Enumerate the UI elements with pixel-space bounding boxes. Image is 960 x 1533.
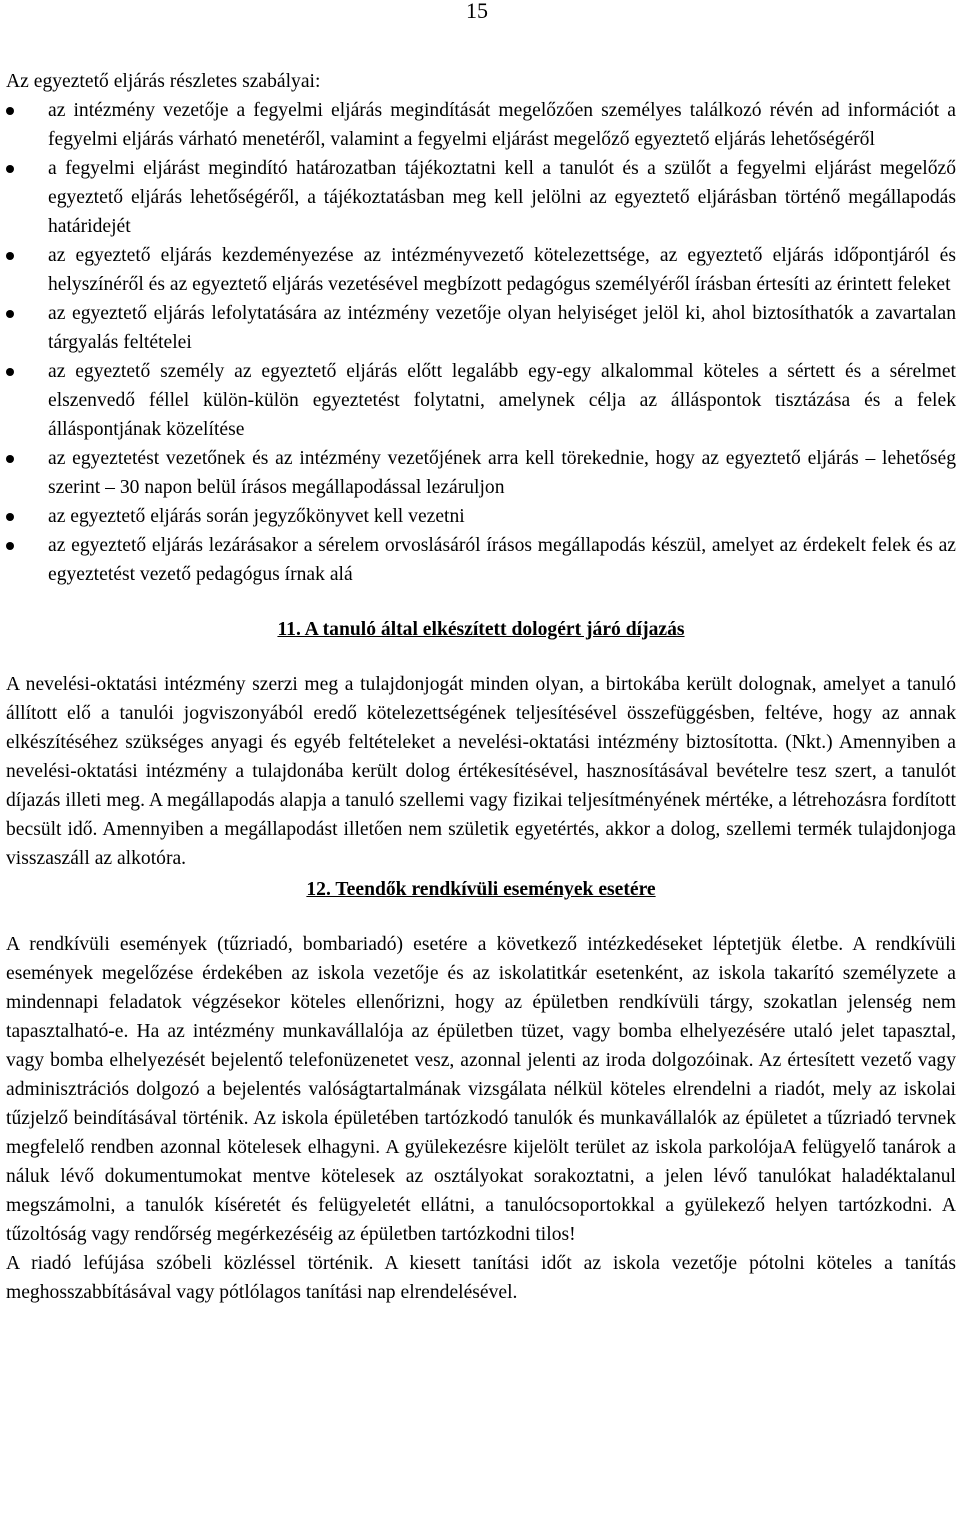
list-item-text: az egyeztetést vezetőnek és az intézmény vezetőjének arra kell törekednie, hogy az egyeztető eljárás – lehetőség szerint – 30 napon belül írásos megállapodással lezáruljon (48, 448, 956, 498)
section-12-closing: A riadó lefújása szóbeli közléssel történik. A kiesett tanítási időt az iskola vezetője pótolni köteles a tanítás meghosszabbításával vagy pótlólagos tanítási nap elrendelésével. (6, 1253, 956, 1303)
list-item-text: az egyeztető eljárás kezdeményezése az intézményvezető kötelezettsége, az egyeztető eljárás időpontjáról és helyszínéről és az egyeztető eljárás vezetésével megbízott pedagógus személyéről írásban értesíti az érintett feleket (48, 245, 956, 295)
list-item (6, 96, 956, 154)
bullet-icon (6, 310, 14, 318)
list-item (6, 357, 956, 444)
intro-heading: Az egyeztető eljárás részletes szabályai: (6, 71, 321, 92)
bullet-icon (6, 252, 14, 260)
page-number: 15 (466, 0, 488, 23)
bullet-icon (6, 542, 14, 550)
bullet-icon (6, 165, 14, 173)
bullet-icon (6, 513, 14, 521)
rules-list (6, 96, 956, 589)
bullet-icon (6, 455, 14, 463)
list-item-text: az egyeztető eljárás lefolytatására az intézmény vezetője olyan helyiséget jelöl ki, ahol biztosíthatók a zavartalan tárgyalás feltételei (48, 303, 956, 353)
section-11-body: A nevelési-oktatási intézmény szerzi meg a tulajdonjogát minden olyan, a birtokába került dolognak, amelyet a tanuló állított elő a tanulói jogviszonyából eredő kötelezettségének teljesítésével összefüggésben, feltéve, hogy az annak elkészítéséhez szükséges anyagi és egyéb feltételeket a nevelési-oktatási intézmény biztosította. (Nkt.) Amennyiben a nevelési-oktatási intézmény a tulajdonába került dolog értékesítésével, hasznosításával bevételre tesz szert, a tanulót díjazás illeti meg. A megállapodás alapja a tanuló szellemi vagy fizikai teljesítményének mértéke, a létrehozásra fordított becsült idő. Amennyiben a megállapodást illetően nem születik egyetértés, akkor a dolog, szellemi termék tulajdonjoga visszaszáll az alkotóra. (6, 674, 956, 869)
list-item (6, 241, 956, 299)
list-item (6, 154, 956, 241)
list-item (6, 444, 956, 502)
section-11-title: 11. A tanuló által elkészített dologért járó díjazás (277, 619, 685, 640)
bullet-icon (6, 107, 14, 115)
list-item-text: az egyeztető személy az egyeztető eljárás előtt legalább egy-egy alkalommal köteles a sértett és a sérelmet elszenvedő féllel külön-külön egyeztetést folytatni, amelynek célja az álláspontok tisztázása és a felek álláspontjának közelítése (48, 361, 956, 440)
list-item-text: az egyeztető eljárás lezárásakor a sérelem orvoslásáról írásos megállapodás készül, amelyet az érdekelt felek és az egyeztetést vezető pedagógus írnak alá (48, 535, 956, 585)
section-12-body: A rendkívüli események (tűzriadó, bombariadó) esetére a következő intézkedéseket léptetjük életbe. A rendkívüli események megelőzése érdekében az iskola vezetője és az iskolatitkár esetenként, az iskola takarító személyzete a mindennapi feladatok végzésekor köteles ellenőrizni, hogy az épületben rendkívüli tárgy, szokatlan jelenség nem tapasztalható-e. Ha az intézmény munkavállalója az épületben tüzet, vagy bomba elhelyezésére utaló jelet tapasztal, vagy bomba elhelyezését bejelentő telefonüzenetet vesz, azonnal jelenti az iroda dolgozóinak. Az értesített vezető vagy adminisztrációs dolgozó a bejelentés valóságtartalmának vizsgálata nélkül köteles elrendelni a riadót, mely az iskolai tűzjelző beindításával történik. Az iskola épületében tartózkodó tanulók és munkavállalók az épületet a tűzriadó tervnek megfelelő rendben azonnal kötelesek elhagyni. A gyülekezésre kijelölt terület az iskola parkolójaA felügyelő tanárok a náluk lévő dokumentumokat mentve kötelesek az osztályokat sorakoztatni, a jelen lévő tanulókat haladéktalanul megszámolni, a tanulók kíséretét és felügyeletét ellátni, a tanulócsoportokkal a gyülekező helyen tartózkodni. A tűzoltóság vagy rendőrség megérkezéséig az épületben tartózkodni tilos! (6, 934, 956, 1245)
bullet-icon (6, 368, 14, 376)
list-item-text: a fegyelmi eljárást megindító határozatban tájékoztatni kell a tanulót és a szülőt a fegyelmi eljárást megelőző egyeztető eljárás lehetőségéről, a tájékoztatásban meg kell jelölni az egyeztető eljárásban történő megállapodás határidejét (48, 158, 956, 237)
page-content (6, 67, 956, 1307)
list-item-text: az egyeztető eljárás során jegyzőkönyvet kell vezetni (48, 506, 465, 527)
list-item (6, 299, 956, 357)
list-item (6, 502, 956, 531)
list-item-text: az intézmény vezetője a fegyelmi eljárás megindítását megelőzően személyes találkozó révén ad információt a fegyelmi eljárás várható menetéről, valamint a fegyelmi eljárást megelőző egyeztető eljárás lehetőségéről (48, 100, 956, 150)
section-12-title: 12. Teendők rendkívüli események esetére (306, 879, 656, 900)
list-item (6, 531, 956, 589)
